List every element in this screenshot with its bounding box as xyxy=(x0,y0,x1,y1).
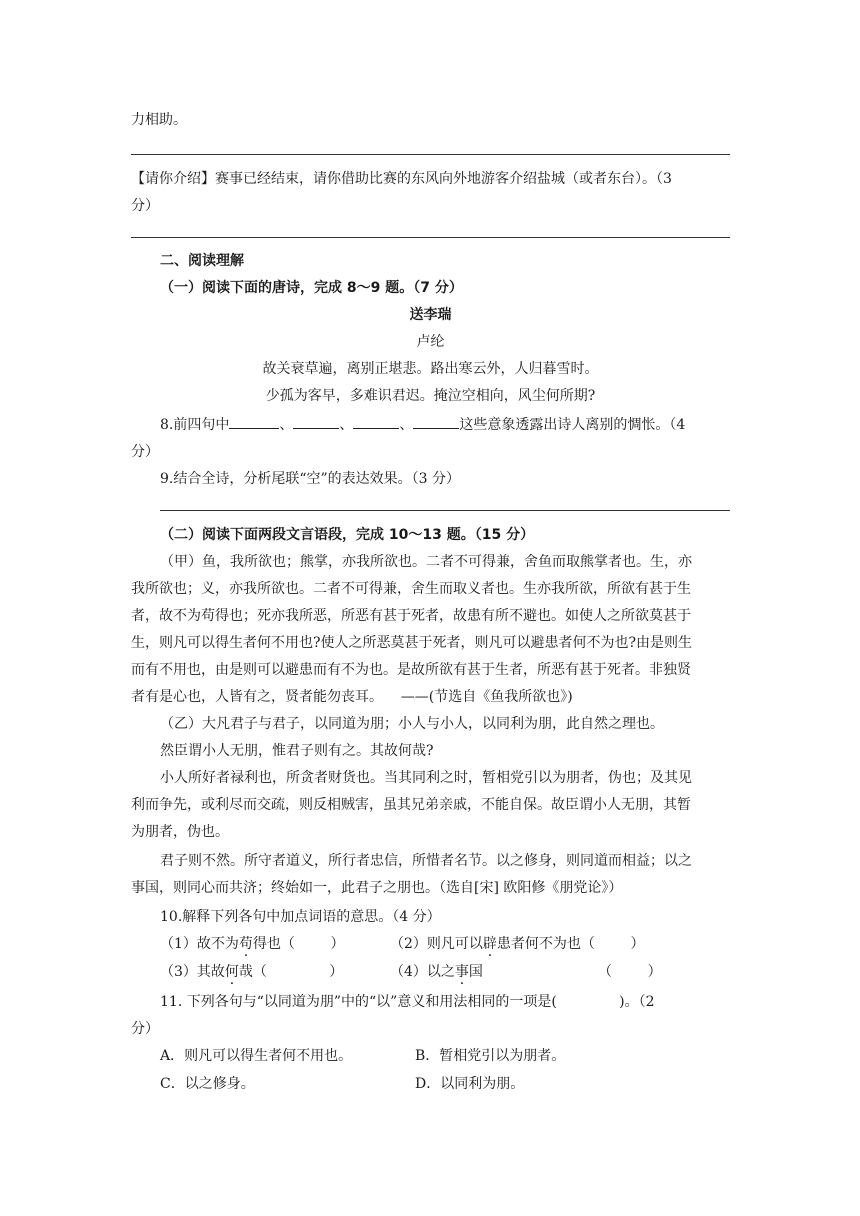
q10-item-3 xyxy=(160,961,343,981)
dotted-word: 事 xyxy=(454,964,469,980)
section-heading: 二、阅读理解 xyxy=(160,253,244,269)
q10-item-text: （2）则凡可以 xyxy=(390,936,483,952)
q10-item-text: 得也（ ） xyxy=(252,936,345,952)
top-fragment: 力相助。 xyxy=(131,112,187,128)
passage-yi-line: 利而争先，或利尽而交疏，则反相贼害，虽其兄弟亲戚，不能自保。故臣谓小人无朋，其暂 xyxy=(131,797,691,813)
passage-yi-line: 君子则不然。所守者道义，所行者忠信，所惜者名节。以之修身，则同道而相益；以之 xyxy=(160,853,692,869)
poem-line: 故关衰草遍，离别正堪悲。路出寒云外，人归暮雪时。 xyxy=(262,361,599,377)
dotted-word: 辟 xyxy=(482,936,497,952)
passage-yi-line: 小人所好者禄利也，所贪者财货也。当其同利之时，暂相党引以为朋者，伪也；及其见 xyxy=(160,770,692,786)
intro-line-2: 分） xyxy=(131,198,159,214)
q10-item-text: 患者何不为也（ ） xyxy=(496,936,645,952)
passage-jia-line: 者，故不为苟得也；死亦我所恶，所恶有甚于死者，故患有所不避也。如使人之所欲莫甚于 xyxy=(131,608,691,624)
question-8 xyxy=(160,414,685,434)
poem-line: 少孤为客早，多难识君迟。掩泣空相向，风尘何所期? xyxy=(265,388,596,404)
answer-blank[interactable] xyxy=(229,414,279,429)
q10-item-text: 哉（ ） xyxy=(238,964,344,980)
part1-heading: （一）阅读下面的唐诗，完成 8～9 题。（7 分） xyxy=(160,280,463,296)
divider xyxy=(131,237,730,238)
answer-blank[interactable] xyxy=(413,414,459,429)
passage-jia-line: 我所欲也；义，亦我所欲也。二者不可得兼，舍生而取义者也。生亦我所欲，所欲有甚于生 xyxy=(131,581,691,597)
q10-item-2 xyxy=(390,933,645,953)
question-9: 9.结合全诗，分析尾联“空”的表达效果。（3 分） xyxy=(160,471,461,487)
q8-text-end: 这些意象透露出诗人离别的惆怅。（4 xyxy=(459,417,686,433)
option-a: A．则凡可以得生者何不用也。 xyxy=(160,1048,353,1064)
q8-separator: 、 xyxy=(339,417,354,433)
q10-item-text: （3）其故 xyxy=(160,964,225,980)
answer-blank[interactable] xyxy=(353,414,399,429)
passage-yi-line: 然臣谓小人无朋，惟君子则有之。其故何哉? xyxy=(160,743,434,759)
q8-separator: 、 xyxy=(399,417,414,433)
passage-jia-line: （甲）鱼，我所欲也；熊掌，亦我所欲也。二者不可得兼，舍鱼而取熊掌者也。生，亦 xyxy=(160,554,692,570)
dotted-word: 苟 xyxy=(238,936,253,952)
q10-item-text: （1）故不为 xyxy=(160,936,239,952)
option-b: B．暂相党引以为朋者。 xyxy=(415,1048,566,1064)
passage-yi-line: 事国，则同心而共济；终始如一，此君子之朋也。（选自[宋] 欧阳修《朋党论》） xyxy=(131,880,623,896)
q10-item-1 xyxy=(160,933,345,953)
q8-line-2: 分） xyxy=(131,444,159,460)
question-10-stem: 10.解释下列各句中加点词语的意思。（4 分） xyxy=(160,909,441,925)
dotted-word: 何 xyxy=(224,964,239,980)
poem-title: 送李瑞 xyxy=(409,307,452,323)
option-d: D．以同利为朋。 xyxy=(415,1076,525,1092)
q10-item-text: 国 xyxy=(468,964,483,980)
passage-yi-line: （乙）大凡君子与君子，以同道为朋；小人与小人，以同利为朋，此自然之理也。 xyxy=(160,716,664,732)
passage-jia-line: 而有不用也，由是则可以避患而有不为也。是故所欲有甚于生者，所恶有甚于死者。非独贤 xyxy=(131,662,691,678)
question-11-stem: 11. 下列各句与“以同道为朋”中的“以”意义和用法相同的一项是( )。（2 xyxy=(160,994,655,1010)
passage-yi-line: 为朋者，伪也。 xyxy=(131,824,229,840)
passage-jia-line: 生，则凡可以得生者何不用也?使人之所恶莫甚于死者，则凡可以避患者何不为也?由是则生 xyxy=(131,635,693,651)
passage-jia-line: 者有是心也，人皆有之，贤者能勿丧耳。 ——(节选自《鱼我所欲也》) xyxy=(131,689,573,705)
intro-line-1: 【请你介绍】赛事已经结束，请你借助比赛的东风向外地游客介绍盐城（或者东台）。（3 xyxy=(131,171,672,187)
part2-heading: （二）阅读下面两段文言语段，完成 10～13 题。（15 分） xyxy=(160,527,535,543)
divider xyxy=(160,510,730,511)
q10-item-text: （4）以之 xyxy=(390,964,455,980)
divider xyxy=(131,154,730,155)
q10-item-4 xyxy=(390,961,483,981)
q11-stem-line-2: 分） xyxy=(131,1021,159,1037)
q10-item-4-paren: （ ） xyxy=(598,964,662,980)
q8-separator: 、 xyxy=(279,417,294,433)
q8-text: 8.前四句中 xyxy=(160,417,230,433)
option-c: C．以之修身。 xyxy=(160,1076,255,1092)
poem-author: 卢纶 xyxy=(416,334,445,350)
answer-blank[interactable] xyxy=(293,414,339,429)
